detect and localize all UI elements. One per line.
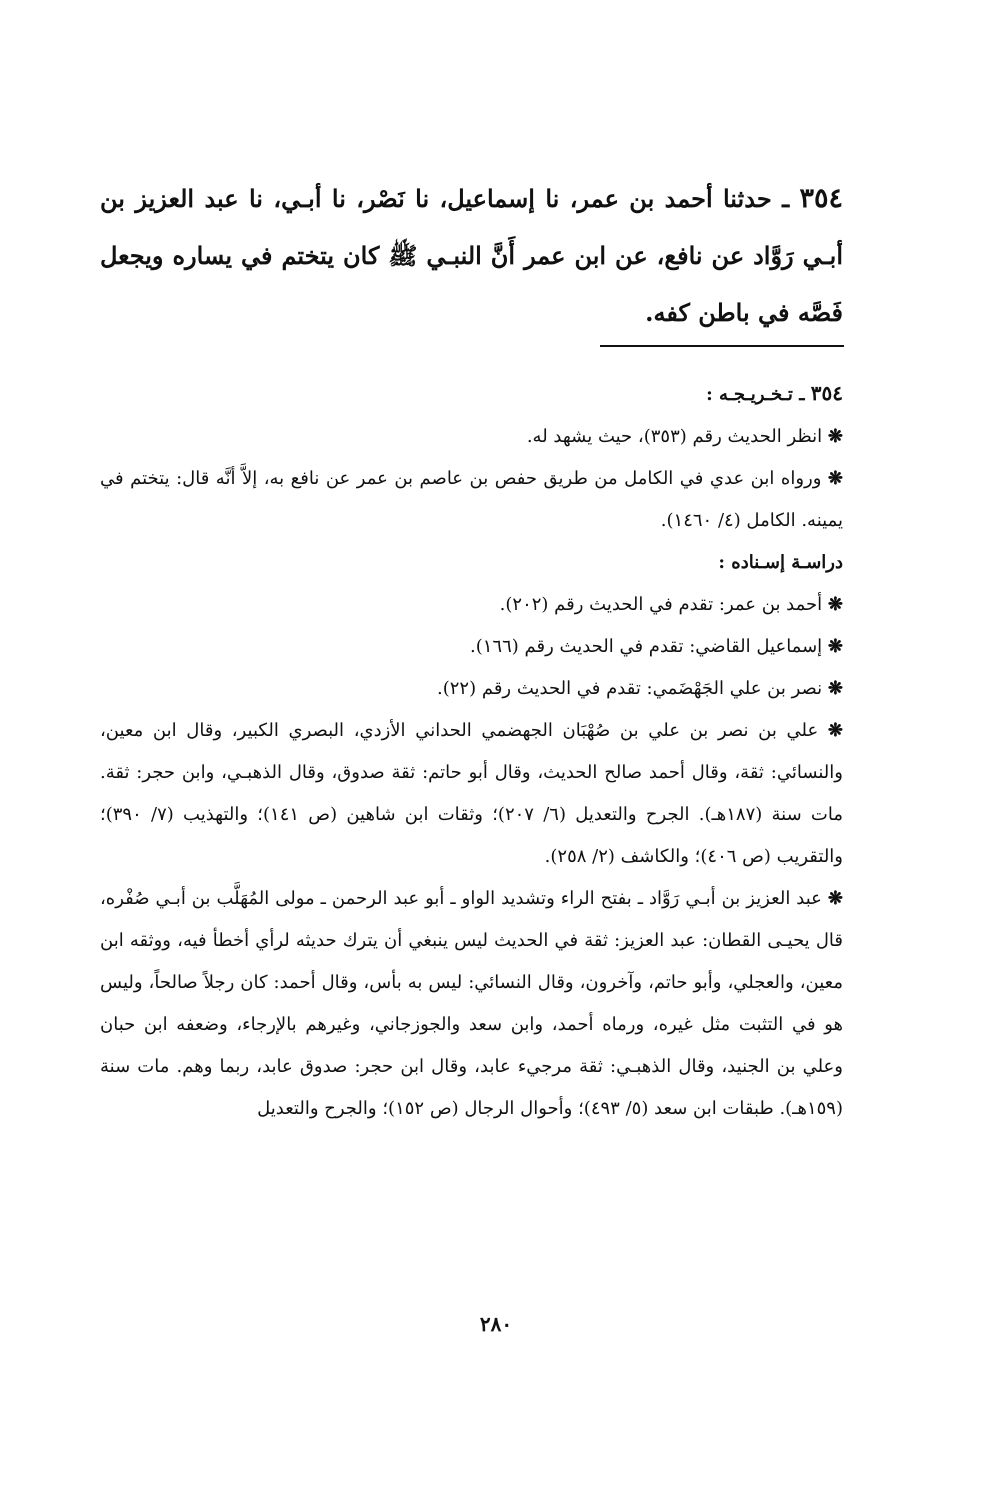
narrator-entry-text: عبد العزيز بن أبـي رَوَّاد ـ بفتح الراء وتشديد الواو ـ أبو عبد الرحمن ـ مولى المُهَلَّب بن أبـي صُفْره، قال يحيـى القطان: عبد العزيز: ثقة في الحديث ليس ينبغي أن يترك حديثه لرأي أخطأ فيه، ووثقه ابن معين، والعجلي، وأبو حاتم، وآخرون، وقال النسائي: ليس به بأس، وقال أحمد: كان رجلاً صالحاً، وليس هو في التثبت مثل غيره، ورماه أحمد، وابن سعد والجوزجاني، وغيرهم بالإرجاء، وضعفه ابن حبان وعلي بن الجنيد، وقال الذهبـي: ثقة مرجيء عابد، وقال ابن حجر: صدوق عابد، ربما وهم. مات سنة (١٥٩هـ). طبقات ابن سعد (٥/ ٤٩٣)؛ وأحوال الرجال (ص ١٥٢)؛ والجرح والتعديل (100, 888, 843, 1119)
narrator-entry (100, 878, 843, 1130)
bullet-star-icon: ❋ (827, 636, 843, 657)
hadith-text-block (100, 170, 843, 341)
bullet-star-icon: ❋ (827, 426, 843, 447)
narrator-entry (100, 626, 843, 668)
takhrij-heading (100, 372, 843, 416)
takhrij-item-text: ورواه ابن عدي في الكامل من طريق حفص بن عاصم بن عمر عن نافع به، إلاَّ أنَّه قال: يتختم في يمينه. الكامل (٤/ ١٤٦٠). (100, 468, 843, 531)
page-number: ٢٨٠ (479, 1312, 513, 1336)
takhrij-number: ٣٥٤ (810, 381, 843, 405)
bullet-star-icon: ❋ (827, 594, 843, 615)
footnote-separator (600, 345, 844, 347)
hadith-body: حدثنا أحمد بن عمر، نا إسماعيل، نا نَصْر، نا أبـي، نا عبد العزيز بن أبـي رَوَّاد عن نافع، عن ابن عمر أَنَّ النبـي ﷺ كان يتختم في يساره ويجعل فَصَّه في باطن كفه. (100, 184, 843, 327)
narrator-entry-text: إسماعيل القاضي: تقدم في الحديث رقم (١٦٦). (470, 636, 823, 657)
commentary-block (100, 372, 843, 1130)
narrator-entry-text: نصر بن علي الجَهْضَمي: تقدم في الحديث رقم (٢٢). (437, 678, 823, 699)
hadith-number: ٣٥٤ (799, 183, 843, 214)
takhrij-title: تـخـريـجـه : (706, 384, 793, 405)
hadith-number-dash: ـ (782, 184, 790, 213)
takhrij-item-text: انظر الحديث رقم (٣٥٣)، حيث يشهد له. (526, 426, 823, 447)
bullet-star-icon: ❋ (827, 468, 843, 489)
isnad-study-heading: دراسـة إسـناده : (718, 552, 843, 573)
takhrij-item (100, 416, 843, 458)
takhrij-item (100, 458, 843, 542)
bullet-star-icon: ❋ (827, 678, 843, 699)
bullet-star-icon: ❋ (827, 720, 843, 741)
bullet-star-icon: ❋ (827, 888, 843, 909)
narrator-entry (100, 668, 843, 710)
narrator-entry-text: علي بن نصر بن علي بن صُهْبَان الجهضمي الحداني الأزدي، البصري الكبير، وقال ابن معين، والنسائي: ثقة، وقال أحمد صالح الحديث، وقال أبو حاتم: ثقة صدوق، وقال الذهبـي، وابن حجر: ثقة. مات سنة (١٨٧هـ). الجرح والتعديل (٦/ ٢٠٧)؛ وثقات ابن شاهين (ص ١٤١)؛ والتهذيب (٧/ ٣٩٠)؛ والتقريب (ص ٤٠٦)؛ والكاشف (٢/ ٢٥٨). (100, 720, 843, 867)
narrator-entry (100, 710, 843, 878)
takhrij-dash: ـ (799, 384, 805, 405)
narrator-entry (100, 584, 843, 626)
narrator-entry-text: أحمد بن عمر: تقدم في الحديث رقم (٢٠٢). (499, 594, 823, 615)
